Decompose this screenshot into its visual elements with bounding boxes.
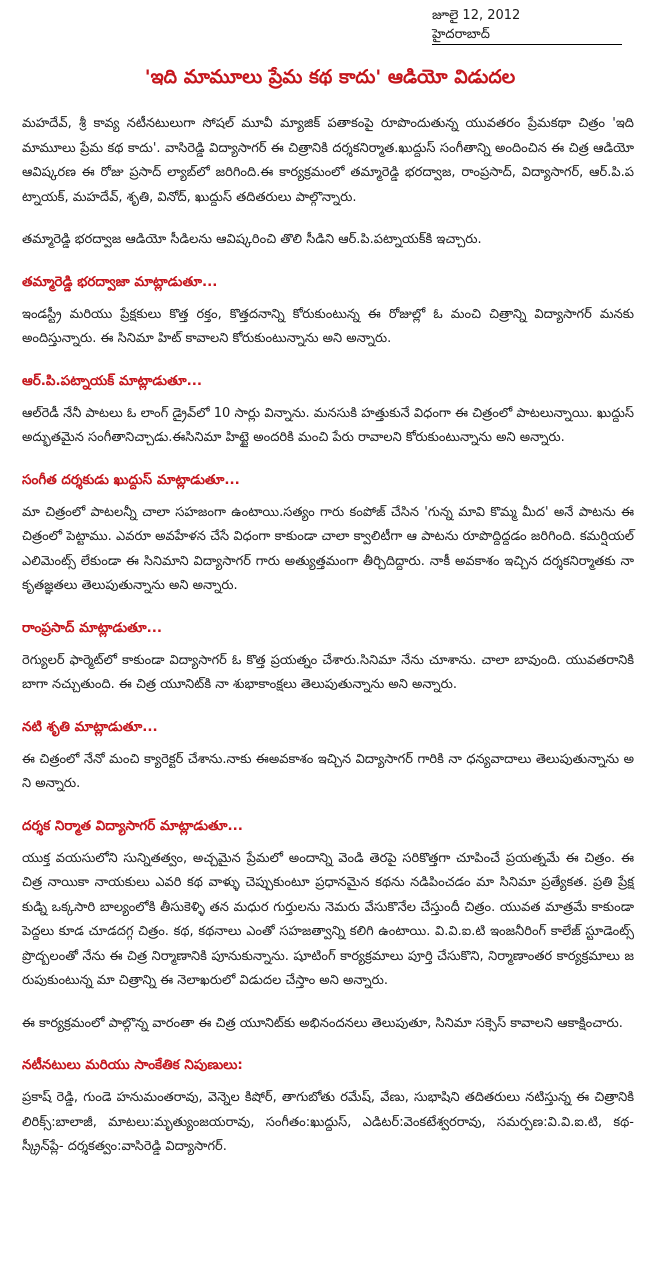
section-heading-patnaik: ఆర్.పి.పట్నాయక్ మాట్లాడుతూ... xyxy=(22,372,202,389)
section-text-cast-crew: ప్రకాష్ రెడ్డి, గుండె హనుమంతరావు, వెన్నెల కిషోర్, తాగుబోతు రమేష్, వేణు, సుభాషిని తదితరులు నటిస్తున్న ఈ చిత్రానికి లిరిక్స్:బాలాజీ, మాటలు:మృత్యుంజయరావు, సంగీతం:ఖుద్దుస్, ఎడిటర్:వెంకటేశ్వరరావు, సమర్పణ:వి.వి.ఐ.టి, కథ-స్క్రీన్‌ప్లే- దర్శకత్వం:వాసిరెడ్డి విద్యాసాగర్. xyxy=(22,1090,634,1154)
date: జూలై 12, 2012 xyxy=(432,8,521,23)
closing-paragraph: ఈ కార్యక్రమంలో పాల్గొన్న వారంతా ఈ చిత్ర యూనిట్‌కు అభినందనలు తెలుపుతూ, సినిమా సక్సెస్ కావాలని ఆకాక్షించారు. xyxy=(22,1015,623,1031)
intro-paragraph-1: మహదేవ్, శ్రీ కావ్య నటీనటులుగా సోషల్ మూవీ మ్యాజిక్ పతాకంపై రూపొందుతున్న యువతరం ప్రేమకథా చిత్రం 'ఇది మామూలు ప్రేమ కథ కాదు'. వాసిరెడ్డి విద్యాసాగర్ ఈ చిత్రానికి దర్శకనిర్మాత.ఖుద్దుస్ సంగీతాన్ని అందించిన ఈ చిత్ర ఆడియో ఆవిష్కరణ ఈ రోజు ప్రసాద్ ల్యాబ్‌లో జరిగింది.ఈ కార్యక్రమంలో తమ్మారెడ్డి భరద్వాజ, రాంప్రసాద్, విద్యాసాగర్, ఆర్.పి.పట్నాయక్, మహదేవ్, శృతి, వినోద్, ఖుద్దుస్ తదితరులు పాల్గొన్నారు. xyxy=(22,116,634,205)
intro-paragraph-2: తమ్మారెడ్డి భరద్వాజ ఆడియో సీడిలను ఆవిష్కరించి తొలి సీడిని ఆర్.పి.పట్నాయక్‌కి ఇచ్చారు. xyxy=(22,232,482,247)
section-text-bharadwaja: ఇండస్ట్రీ మరియు ప్రేక్షకులు కొత్త రక్తం, కొత్తదనాన్ని కోరుకుంటున్న ఈ రోజుల్లో ఓ మంచి చిత్రాన్ని విద్యాసాగర్ మనకు అందిస్తున్నారు. ఈ సినిమా హిట్ కావాలని కోరుకుంటున్నాను అని అన్నారు. xyxy=(22,306,634,346)
article-body xyxy=(22,112,634,1178)
dateline xyxy=(432,6,612,45)
section-text-ramprasad: రెగ్యులర్ ఫార్మెట్‌లో కాకుండా విద్యాసాగర్ ఓ కొత్త ప్రయత్నం చేశారు.సినిమా నేను చూశాను. చాలా బావుంది. యువతరానికి బాగా నచ్చుతుంది. ఈ చిత్ర యూనిట్‌కి నా శుభాకాంక్షలు తెలుపుతున్నాను అని అన్నారు. xyxy=(22,652,634,692)
section-heading-vidyasagar: దర్శక నిర్మాత విద్యాసాగర్ మాట్లాడుతూ... xyxy=(22,817,243,834)
section-heading-cast-crew: నటీనటులు మరియు సాంకేతిక నిపుణులు: xyxy=(22,1057,243,1073)
section-heading-shruthi: నటి శృతి మాట్లాడుతూ... xyxy=(22,718,158,735)
place: హైదరాబాద్ xyxy=(432,25,622,45)
section-text-shruthi: ఈ చిత్రంలో నేనో మంచి క్యారెక్టర్ చేశాను.నాకు ఈఅవకాశం ఇచ్చిన విద్యాసాగర్ గారికి నా ధన్యవాదాలు తెలుపుతున్నాను అని అన్నారు. xyxy=(22,751,634,791)
section-heading-bharadwaja: తమ్మారెడ్డి భరద్వాజా మాట్లాడుతూ... xyxy=(22,273,218,290)
section-text-vidyasagar: యుక్త వయసులోని సున్నితత్వం, అచ్చమైన ప్రేమలో అందాన్ని వెండి తెరపై సరికొత్తగా చూపించే ప్రయత్నమే ఈ చిత్రం. ఈ చిత్ర నాయికా నాయకులు ఎవరి కథ వాళ్ళు చెప్పుకుంటూ ప్రధానమైన కథను నడిపించడం మా సినిమా ప్రత్యేకత. ప్రతి ప్రేక్షకుడ్ని ఒక్కసారి బాల్యంలోకి తీసుకెళ్ళి తన మధుర గుర్తులను నెమరు వేసుకొనేల చేస్తుందీ చిత్రం. యువత మాత్రమే కాకుండా పెద్దలు కూడ చూడదగ్గ చిత్రం. కథ, కథనాలు ఎంతో సహజత్వాన్ని కలిగి ఉంటాయి. వి.వి.ఐ.టి ఇంజనీరింగ్ కాలేజ్ స్టూడెంట్స్ ప్రొద్బలంతో నేను ఈ చిత్ర నిర్మాణానికి పూనుకున్నాను. షూటింగ్ కార్యక్రమాలు పూర్తి చేసుకొని, నిర్మాణాంతర కార్యక్రమాలు జరుపుకుంటున్న మా చిత్రాన్ని ఈ నెలాఖరులో విడుదల చేస్తాం అని అన్నారు. xyxy=(22,850,634,988)
section-text-patnaik: ఆల్‌రెడీ నేనీ పాటలు ఓ లాంగ్ డ్రైవ్‌లో 10 సార్లు విన్నాను. మనసుకి హత్తుకునే విధంగా ఈ చిత్రంలో పాటలున్నాయి. ఖుద్దుస్ అద్భుతమైన సంగీతానిచ్చాడు.ఈసినిమా హిట్టై అందరికి మంచి పేరు రావాలని కోరుకుంటున్నాను అని అన్నారు. xyxy=(22,405,634,445)
section-text-khuddus: మా చిత్రంలో పాటలన్నీ చాలా సహజంగా ఉంటాయి.సత్యం గారు కంపోజ్ చేసిన 'గున్న మావి కొమ్మ మీద' అనే పాటను ఈ చిత్రంలో పెట్టాము. ఎవరూ అవహేళన చేసే విధంగా కాకుండా చాలా క్వాలిటీగా ఆ పాటను రూపొద్దిద్దడం జరిగింది. కమర్షియల్ ఎలిమెంట్స్ లేకుండా ఈ సినిమాని విద్యాసాగర్ గారు అత్యుత్తమంగా తీర్చిదిద్దారు. నాకీ అవకాశం ఇచ్చిన దర్శకనిర్మాతకు నా కృతజ్ఞతలు తెలుపుతున్నాను అని అన్నారు. xyxy=(22,504,634,593)
section-heading-ramprasad: రాంప్రసాద్ మాట్లాడుతూ... xyxy=(22,619,163,636)
article-title: 'ఇది మామూలు ప్రేమ కథ కాదు' ఆడియో విడుదల xyxy=(144,66,516,88)
section-heading-khuddus: సంగీత దర్శకుడు ఖుద్దుస్ మాట్లాడుతూ... xyxy=(22,471,240,488)
